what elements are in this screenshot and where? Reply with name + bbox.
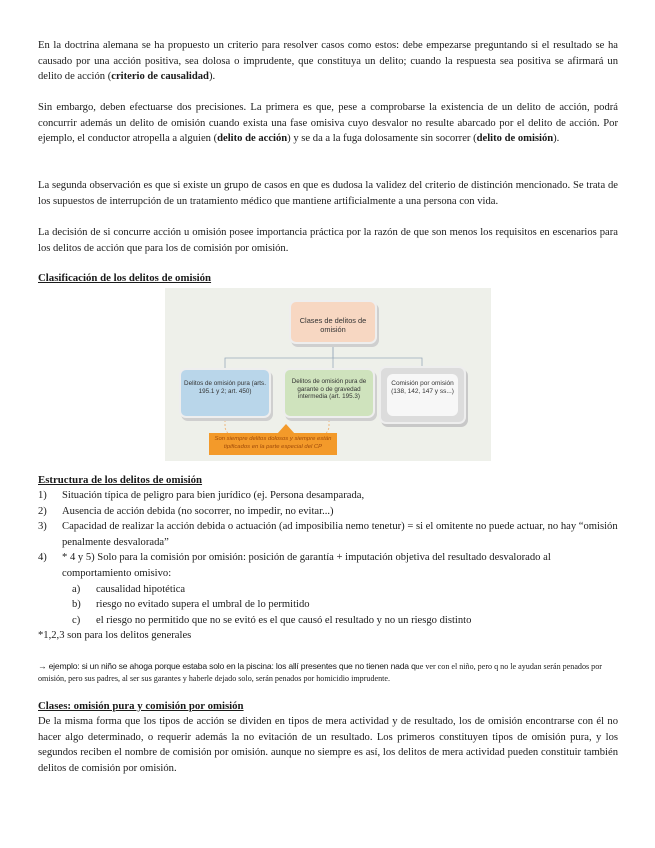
diagram-box-omision-garante: Delitos de omisión pura de garante o de gravedad intermedia (art. 195.3) (283, 368, 375, 418)
estructura-list (38, 488, 618, 644)
list-item (38, 519, 618, 550)
text-span: Sin embargo, deben efectuarse dos precisiones. La primera es que, pese a comprobarse la existencia de un delito de acción, podrá concurrir además un delito de omisión cuando exista una fase omisiva cuyo desvalor no resulte abarcado por el delito de acción. Por ejemplo, el conductor atropella a alguien ( (38, 102, 618, 145)
list-item-text: Ausencia de acción debida (no socorrer, no impedir, no evitar...) (62, 505, 334, 517)
diagram-box-comision-inner: Comisión por omisión (138, 142, 147 y ss...) (387, 374, 458, 416)
list-item (38, 504, 618, 520)
bold-term: delito de omisión (476, 133, 554, 145)
diagram-note: Son siempre delitos dolosos y siempre están tipificados en la parte especial del CP (209, 433, 337, 455)
diagram-box-comision-por-omision (379, 366, 466, 424)
list-item (38, 550, 618, 581)
diagram-box-root: Clases de delitos de omisión (289, 300, 377, 344)
paragraph-clases: De la misma forma que los tipos de acción se dividen en tipos de mera actividad y de resultado, los de omisión encontrarse con él no hacer algo determinado, o requerir además la no evitación de un resultado. Los primeros constituyen tipos de omisión pura, y los segundos reciben el nombre de comisión por omisión. aunque no siempre es así, los delitos de mera actividad pueden constituir también delitos de comisión por omisión. (38, 716, 618, 774)
text-span: ). (553, 133, 560, 145)
heading-clases: Clases: omisión pura y comisión por omisión (38, 700, 244, 712)
list-subitem (38, 582, 618, 598)
footnote: *1,2,3 son para los delitos generales (38, 630, 192, 642)
list-number: b) (72, 599, 81, 611)
example-rest: ue ver con el niño, pero q no le ayudan serán penados por omisión, pero sus padres, al ser sus garantes y haberle dejado solo, serán penados por homicidio imprudente. (38, 662, 602, 683)
list-number: 2) (38, 505, 47, 517)
bold-term: criterio de causalidad (111, 71, 209, 83)
list-number: 1) (38, 490, 47, 501)
list-number: a) (72, 583, 81, 595)
diagram-box-omision-pura: Delitos de omisión pura (arts. 195.1 y 2; art. 450) (179, 368, 271, 418)
paragraph-decision: La decisión de si concurre acción u omisión posee importancia práctica por la razón de que son menos los requisitos en escenarios para los delitos de acción que para los de comisión por omisión. (38, 227, 618, 254)
bold-term: delito de acción (217, 133, 288, 145)
list-subitem (38, 613, 618, 629)
omission-classes-diagram (165, 288, 491, 461)
list-item-text: Situación típica de peligro para bien jurídico (ej. Persona desamparada, (62, 490, 365, 501)
heading-estructura: Estructura de los delitos de omisión (38, 474, 203, 486)
list-number: 3) (38, 521, 47, 533)
list-item-text: causalidad hipotética (96, 583, 186, 595)
paragraph-segunda-observacion: La segunda observación es que si existe un grupo de casos en que es dudosa la validez del criterio de distinción mencionado. Se trata de los supuestos de interrupción de un tratamiento médico que mantiene artificialmente a una persona con vida. (38, 180, 618, 207)
text-span: En la doctrina alemana se ha propuesto un criterio para resolver casos como estos: debe empezarse preguntando si el resultado se ha causado por una acción positiva, sea dolosa o imprudente, que constituya un delito; cuando la respuesta sea positiva se afirmará un delito de acción ( (38, 40, 618, 83)
text-span: ) y se da a la fuga dolosamente sin socorrer ( (287, 133, 477, 145)
example-lead: → ejemplo: si un niño se ahoga porque estaba solo en la piscina: los allí presentes que no tienen nada q (38, 661, 416, 671)
connector-left (225, 346, 333, 370)
list-number: 4) (38, 552, 47, 564)
list-number: c) (72, 614, 81, 626)
list-item (38, 488, 618, 504)
list-subitem (38, 597, 618, 613)
paragraph-precisiones (38, 100, 618, 147)
paragraph-criterio-causalidad (38, 38, 618, 85)
example-paragraph (38, 660, 628, 685)
list-item-text: el riesgo no permitido que no se evitó es el que causó el resultado y no un riesgo distinto (96, 614, 472, 626)
list-item-text: Capacidad de realizar la acción debida o actuación (ad imposibilia nemo tenetur) = si el omitente no puede actuar, no hay “omisión penalmente desvalorada” (62, 521, 618, 548)
list-item-text: riesgo no evitado supera el umbral de lo permitido (96, 599, 310, 611)
heading-clasificacion: Clasificación de los delitos de omisión (38, 272, 212, 284)
text-span: ). (208, 71, 216, 83)
list-item-text: * 4 y 5) Solo para la comisión por omisión: posición de garantía + imputación objetiva del resultado desvalorado al comportamiento omisivo: (62, 552, 551, 579)
